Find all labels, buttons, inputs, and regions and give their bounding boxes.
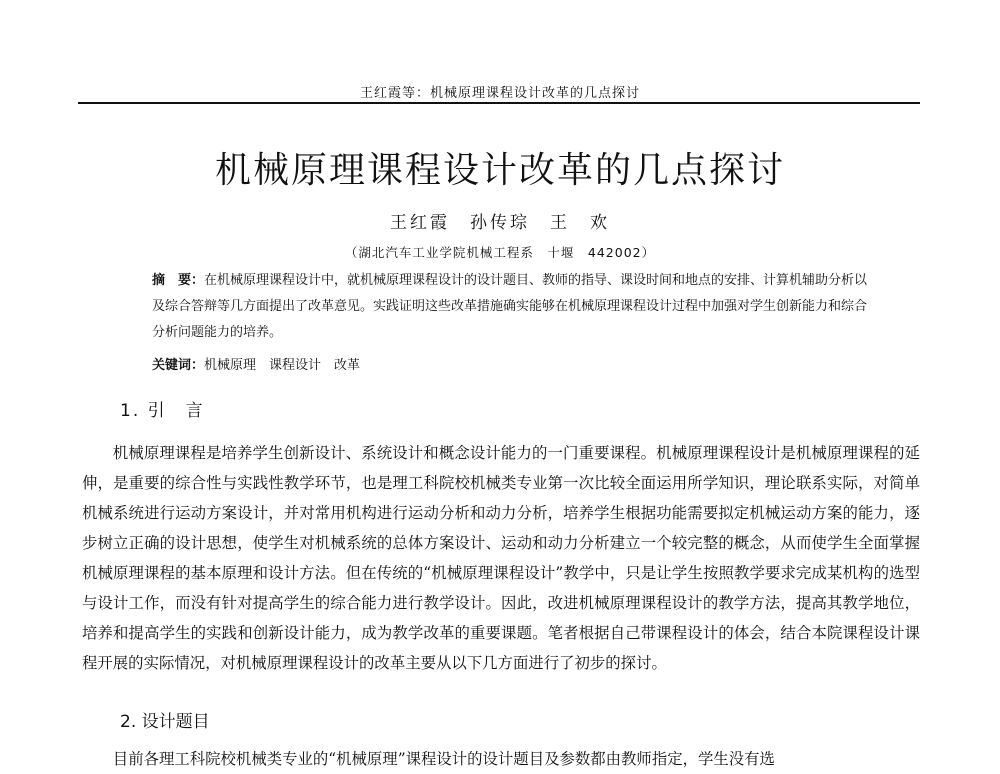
keywords — [152, 356, 872, 376]
paper-title: 机械原理课程设计改革的几点探讨 — [214, 150, 785, 191]
header-rule — [78, 102, 920, 104]
section-heading-introduction: 1. 引 言 — [120, 401, 205, 421]
section-heading-design-topic: 2. 设计题目 — [120, 712, 210, 732]
design-topic-paragraph: 目前各理工科院校机械类专业的“机械原理”课程设计的设计题目及参数都由教师指定，学生没有选 — [112, 750, 775, 768]
paper-authors: 王红霞 孙传琮 王 欢 — [390, 213, 610, 233]
introduction-paragraph: 机械原理课程是培养学生创新设计、系统设计和概念设计能力的一门重要课程。机械原理课程设计是机械原理课程的延伸，是重要的综合性与实践性教学环节，也是理工科院校机械类专业第一次比较全面运用所学知识，理论联系实际，对简单机械系统进行运动方案设计，并对常用机构进行运动分析和动力分析，培养学生根据功能需要拟定机械运动方案的能力，逐步树立正确的设计思想，使学生对机械系统的总体方案设计、运动和动力分析建立一个较完整的概念，从而使学生全面掌握机械原理课程的基本原理和设计方法。但在传统的“机械原理课程设计”教学中，只是让学生按照教学要求完成某机构的选型与设计工作，而没有针对提高学生的综合能力进行教学设计。因此，改进机械原理课程设计的教学方法，提高其教学地位，培养和提高学生的实践和创新设计能力，成为教学改革的重要课题。笔者根据自己带课程设计的体会，结合本院课程设计课程开展的实际情况，对机械原理课程设计的改革主要从以下几方面进行了初步的探讨。 — [82, 444, 920, 672]
keywords-text: 机械原理 课程设计 改革 — [204, 358, 361, 373]
abstract-text: 在机械原理课程设计中，就机械原理课程设计的设计题目、教师的指导、课设时间和地点的安排、计算机辅助分析以及综合答辩等几方面提出了改革意见。实践证明这些改革措施确实能够在机械原理课程设计过程中加强对学生创新能力和综合分析问题能力的培养。 — [152, 273, 868, 340]
paper-affiliation: （湖北汽车工业学院机械工程系 十堰 442002） — [344, 245, 656, 260]
running-header: 王红霞等：机械原理课程设计改革的几点探讨 — [359, 86, 640, 101]
abstract-label: 摘 要： — [152, 273, 205, 288]
keywords-label: 关键词： — [152, 358, 205, 373]
abstract — [152, 268, 872, 346]
